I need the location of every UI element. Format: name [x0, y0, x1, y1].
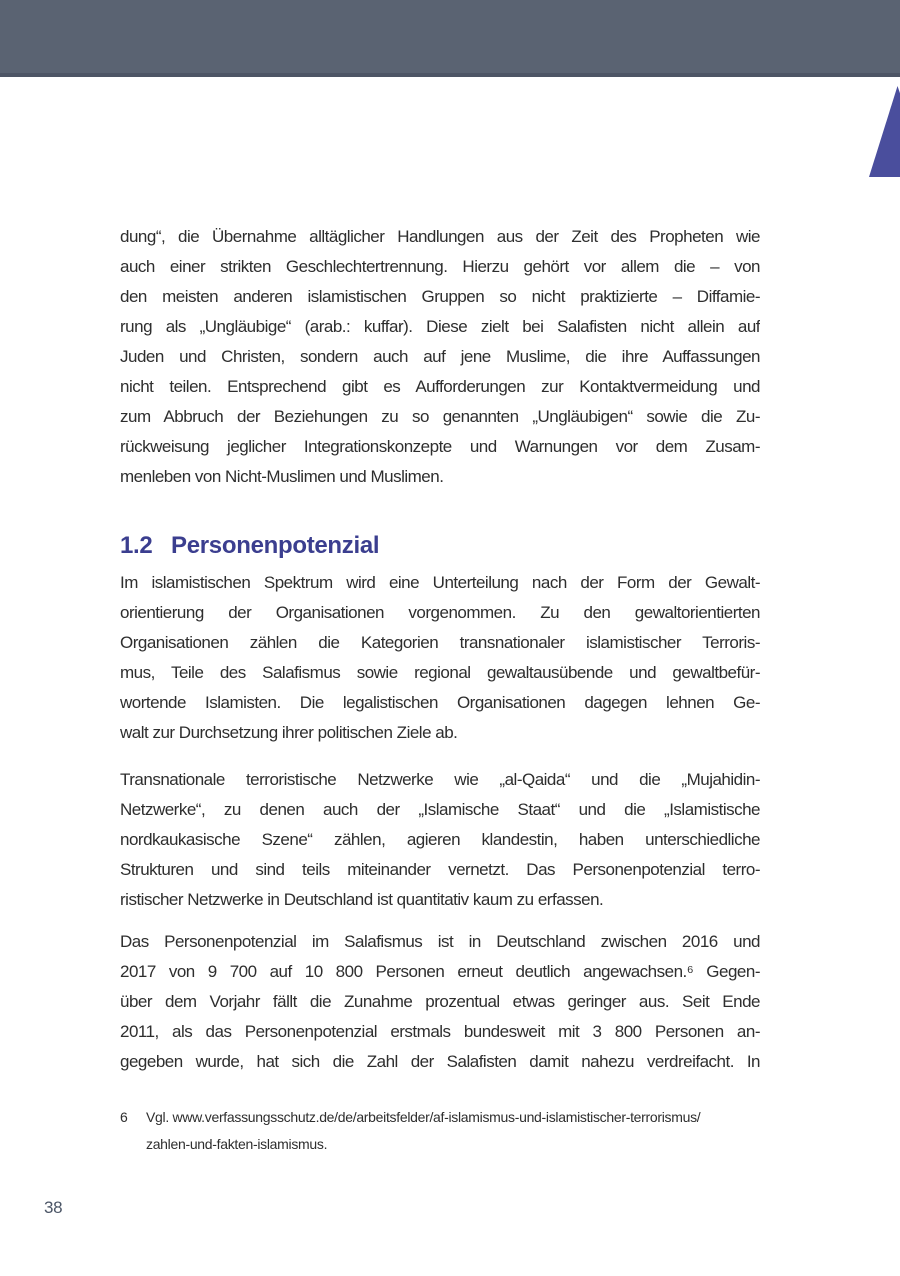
footnote: [120, 1104, 764, 1158]
section-heading: [120, 530, 760, 562]
body-paragraph: Das Personenpotenzial im Salafismus ist in Deutschland zwischen 2016 und 2017 von 9 700 auf 10 800 Personen erneut deutlich angewachsen.⁶ Gegen- über dem Vorjahr fällt die Zunahme prozentual etwas geringer aus. Seit Ende 2011, als das Personenpotenzial erstmals bundesweit mit 3 800 Personen an- gegeben wurde, hat sich die Zahl der Salafisten damit nahezu verdreifacht. In: [120, 932, 760, 1071]
section-title: Personenpotenzial: [171, 532, 380, 559]
footnote-text: Vgl. www.verfassungsschutz.de/de/arbeitsfelder/af-islamismus-und-islamistischer-terrorismus/ zahlen-und-fakten-islamismus.: [146, 1109, 701, 1152]
header-bar: [0, 0, 900, 77]
continuation-paragraph: dung“, die Übernahme alltäglicher Handlungen aus der Zeit des Propheten wie auch einer strikten Geschlechtertrennung. Hierzu gehört vor allem die – von den meisten anderen islamistischen Gruppen so nicht praktizierte – Diffamie- rung als „Ungläubige“ (arab.: kuffar). Diese zielt bei Salafisten nicht allein auf Juden und Christen, sondern auch auf jene Muslime, die ihre Auffassungen nicht teilen. Entsprechend gibt es Aufforderungen zur Kontaktvermeidung und zum Abbruch der Beziehungen zu so genannten „Ungläubigen“ sowie die Zu- rückweisung jeglicher Integrationskonzepte und Warnungen vor dem Zusam- menleben von Nicht-Muslimen und Muslimen.: [120, 227, 760, 486]
page-number: 38: [44, 1198, 63, 1217]
corner-accent-triangle: [869, 86, 900, 177]
footnote-number: 6: [120, 1109, 128, 1125]
body-paragraph: Transnationale terroristische Netzwerke wie „al-Qaida“ und die „Mujahidin- Netzwerke“, zu denen auch der „Islamische Staat“ und die „Islamistische nordkaukasische Szene“ zählen, agieren klandestin, haben unterschiedliche Strukturen und sind teils miteinander vernetzt. Das Personenpotenzial terro- ristischer Netzwerke in Deutschland ist quantitativ kaum zu erfassen.: [120, 770, 760, 909]
body-paragraph: Im islamistischen Spektrum wird eine Unterteilung nach der Form der Gewalt- orientierung der Organisationen vorgenommen. Zu den gewaltorientierten Organisationen zählen die Kategorien transnationaler islamistischer Terroris- mus, Teile des Salafismus sowie regional gewaltausübende und gewaltbefür- wortende Islamisten. Die legalistischen Organisationen dagegen lehnen Ge- walt zur Durchsetzung ihrer politischen Ziele ab.: [120, 573, 760, 742]
section-number: 1.2: [120, 532, 153, 559]
